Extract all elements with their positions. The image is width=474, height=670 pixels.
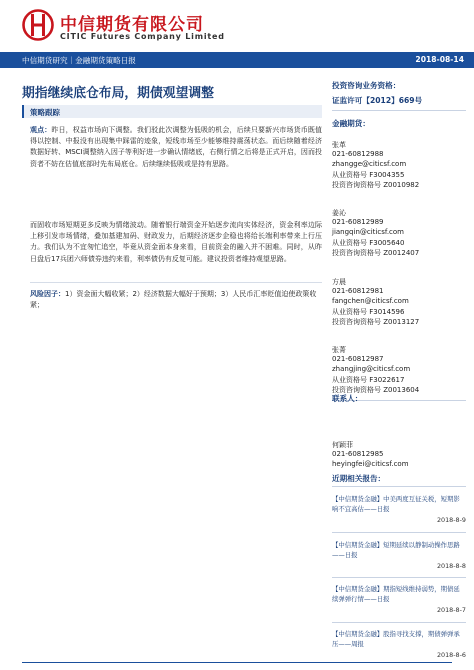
analyst-phone: 021-60812988 [332,150,384,158]
divider [332,486,466,487]
report-title[interactable]: 【中信期货金融】短期延续以静制动操作思路——日报 [332,541,460,559]
related-report[interactable] [332,584,466,614]
analyst-phone: 021-60812989 [332,218,384,226]
analyst-name: 张菁 [332,346,346,354]
report-date: 2018-8-7 [436,606,466,614]
section-header-label: 策略跟踪 [30,107,60,117]
team-label: 金融期货： [332,119,370,128]
viewpoint-paragraph [30,125,322,170]
report-title[interactable]: 【中信期货金融】中美两度互征关税，短期影响不宜高估——日报 [332,495,460,513]
analyst-name: 姜沁 [332,209,346,217]
analyst-advisory: 投资咨询资格号 Z0012407 [332,249,420,257]
footer-rule [22,662,452,663]
analyst-name: 方晨 [332,278,346,286]
divider [332,577,466,578]
contact-email[interactable]: heyingfei@citicsf.com [332,460,409,468]
analyst-phone: 021-60812981 [332,287,384,295]
contact-phone: 021-60812985 [332,450,384,458]
analyst-email[interactable]: zhangjing@citicsf.com [332,365,411,373]
company-name-cn: 中信期货有限公司 [60,15,204,35]
company-logo [22,8,242,46]
related-report[interactable] [332,540,466,570]
report-date: 2018-8-8 [436,562,466,570]
viewpoint-text: 昨日，权益市场向下调整。我们驳此次调整为低吸的机会，后续只要新兴市场货币既值得以控制、中报没有出现集中踩雷的迹象，短线市场至少能够维持震荡状态。而后续随着经济数据好转、MSCI调整纳入因子等利好进一步确认情绪底，右侧行情之后将是正式开启，因而投资者不妨在估值底部时先布局底仓。后续继续低吸或是持有思路。 [30,126,322,168]
report-date: 2018-8-9 [436,516,466,524]
citic-logo-icon [22,9,54,41]
analyst-email[interactable]: fangchen@citicsf.com [332,297,409,305]
analyst-email[interactable]: jiangqin@citicsf.com [332,228,404,236]
report-title[interactable]: 【中信期货金融】期指短线维持弱势，期债延续弹弹行情——日报 [332,585,460,603]
risk-factors [30,282,322,311]
related-report[interactable] [332,629,466,659]
analyst-phone: 021-60812987 [332,355,384,363]
analyst-email[interactable]: zhangge@citicsf.com [332,160,407,168]
report-date: 2018-08-14 [415,55,464,64]
contact-name: 何颖菲 [332,441,353,449]
bond-text: 而固收市场短期更多反映为情绪波动。随着银行端资金开始逐步流向实体经济，资金利率边际上移引发市场情绪，叠加基建加码、财政发力，后期经济逐步企稳也将给长端利率带来上行压力。我们认为不宜匆忙追空，毕竟从资金面本身来看，目前资金的融入并不困难。同时，从昨日盘后17兵团六师债券违约来看，利率债仍有反复可能。建议投资者维持观望思路。 [30,221,322,263]
bond-paragraph [30,220,322,265]
section-header-strategy [22,105,322,118]
report-date: 2018-8-6 [436,651,466,659]
risk-label: 风险因子： [30,290,65,298]
analyst-license: 从业资格号 F3005640 [332,239,405,247]
header-bar [0,52,474,68]
analyst-license: 从业资格号 F3022617 [332,376,405,384]
divider [332,110,466,111]
qualification-value: 证监许可【2012】669号 [332,96,423,105]
analyst-advisory: 投资咨询资格号 Z0013127 [332,318,420,326]
viewpoint-label: 观点： [30,126,52,134]
page-title: 期指继续底仓布局，期债观望调整 [22,86,214,101]
risk-text: 1）资金面大幅收紧；2）经济数据大幅好于预期；3）人民币汇率贬值迫使政策收紧； [30,290,317,310]
reports-label: 近期相关报告： [332,474,386,483]
analyst-name: 张革 [332,141,346,149]
analyst-license: 从业资格号 F3004355 [332,171,405,179]
report-title[interactable]: 【中信期货金融】股指寻找支撑，期债弹弹承压——周报 [332,630,460,648]
qualification-label: 投资咨询业务资格： [332,81,401,90]
divider [332,622,466,623]
analyst-license: 从业资格号 F3014596 [332,308,405,316]
company-name-en: CITIC Futures Company Limited [60,32,225,41]
contact-label: 联系人： [332,394,363,403]
related-report[interactable] [332,494,466,524]
analyst-advisory: 投资咨询资格号 Z0013604 [332,386,420,394]
divider [332,532,466,533]
analyst-advisory: 投资咨询资格号 Z0010982 [332,181,420,189]
breadcrumb: 中信期货研究｜金融期货策略日报 [22,56,136,65]
